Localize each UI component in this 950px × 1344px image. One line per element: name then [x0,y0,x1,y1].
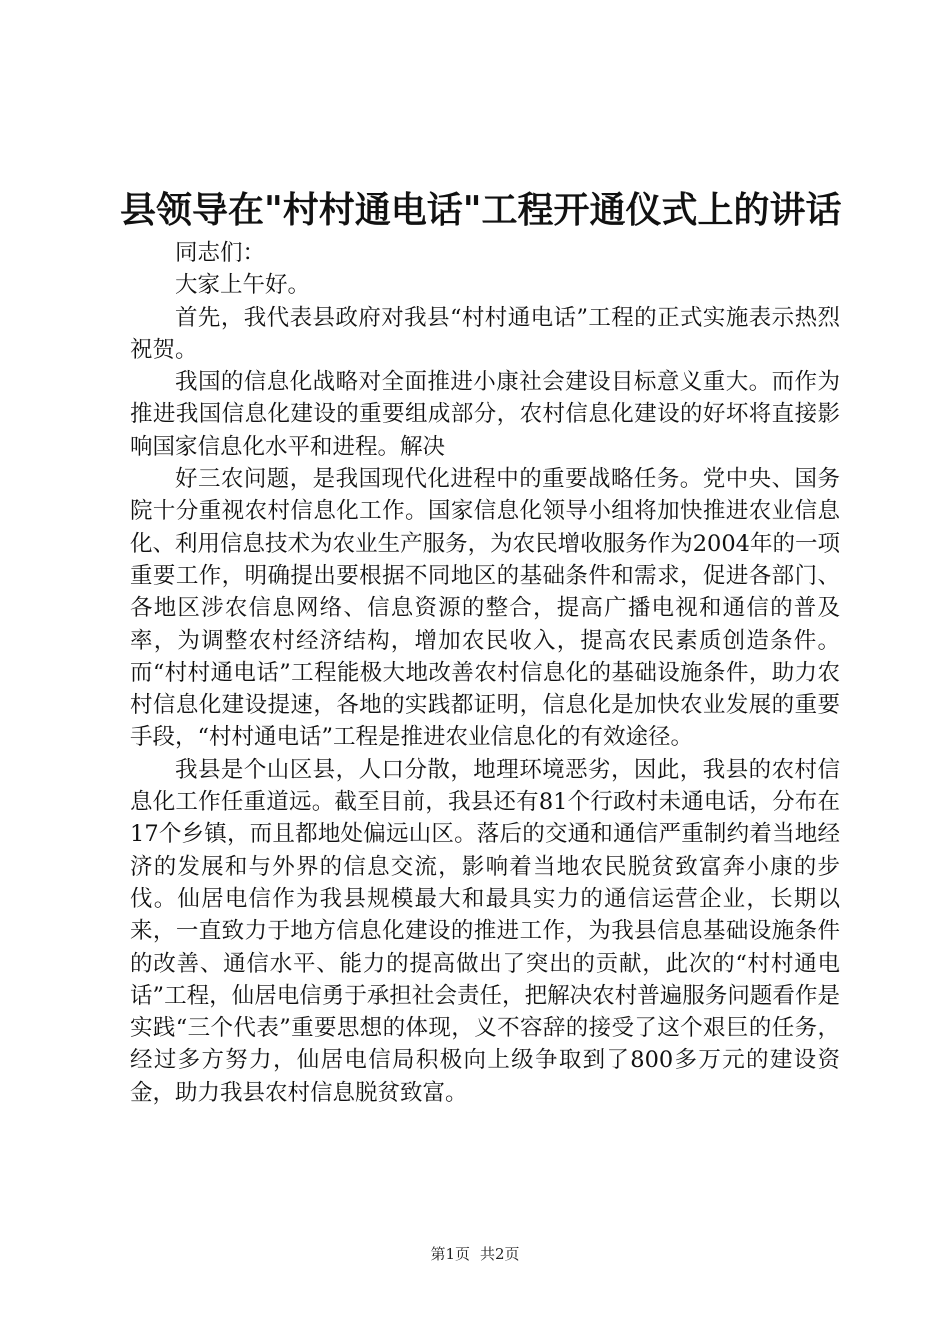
document-title: 县领导在"村村通电话"工程开通仪式上的讲话 [120,189,842,231]
paragraph: 我国的信息化战略对全面推进小康社会建设目标意义重大。而作为推进我国信息化建设的重要组成部分，农村信息化建设的好坏将直接影响国家信息化水平和进程。解决 [130,369,840,460]
page-footer [0,1244,950,1264]
salutation: 同志们： [175,240,266,266]
page-total: 共2页 [480,1245,520,1263]
paragraph: 首先，我代表县政府对我县“村村通电话”工程的正式实施表示热烈祝贺。 [130,304,840,363]
greeting: 大家上午好。 [175,272,311,299]
page-number: 第1页 [430,1245,470,1263]
document-body [130,237,840,1109]
paragraph: 我县是个山区县，人口分散，地理环境恶劣，因此，我县的农村信息化工作任重道远。截至目前，我县还有81个行政村未通电话，分布在17个乡镇，而且都地处偏远山区。落后的交通和通信严重制约着当地经济的发展和与外界的信息交流，影响着当地农民脱贫致富奔小康的步伐。仙居电信作为我县规模最大和最具实力的通信运营企业，长期以来，一直致力于地方信息化建设的推进工作，为我县信息基础设施条件的改善、通信水平、能力的提高做出了突出的贡献，此次的“村村通电话”工程，仙居电信勇于承担社会责任，把解决农村普遍服务问题看作是实践“三个代表”重要思想的体现，义不容辞的接受了这个艰巨的任务，经过多方努力，仙居电信局积极向上级争取到了800多万元的建设资金，助力我县农村信息脱贫致富。 [130,756,840,1106]
paragraph: 好三农问题，是我国现代化进程中的重要战略任务。党中央、国务院十分重视农村信息化工作。国家信息化领导小组将加快推进农业信息化、利用信息技术为农业生产服务，为农民增收服务作为2004年的一项重要工作，明确提出要根据不同地区的基础条件和需求，促进各部门、各地区涉农信息网络、信息资源的整合，提高广播电视和通信的普及率，为调整农村经济结构，增加农民收入，提高农民素质创造条件。而“村村通电话”工程能极大地改善农村信息化的基础设施条件，助力农村信息化建设提速，各地的实践都证明，信息化是加快农业发展的重要手段，“村村通电话”工程是推进农业信息化的有效途径。 [130,466,840,751]
